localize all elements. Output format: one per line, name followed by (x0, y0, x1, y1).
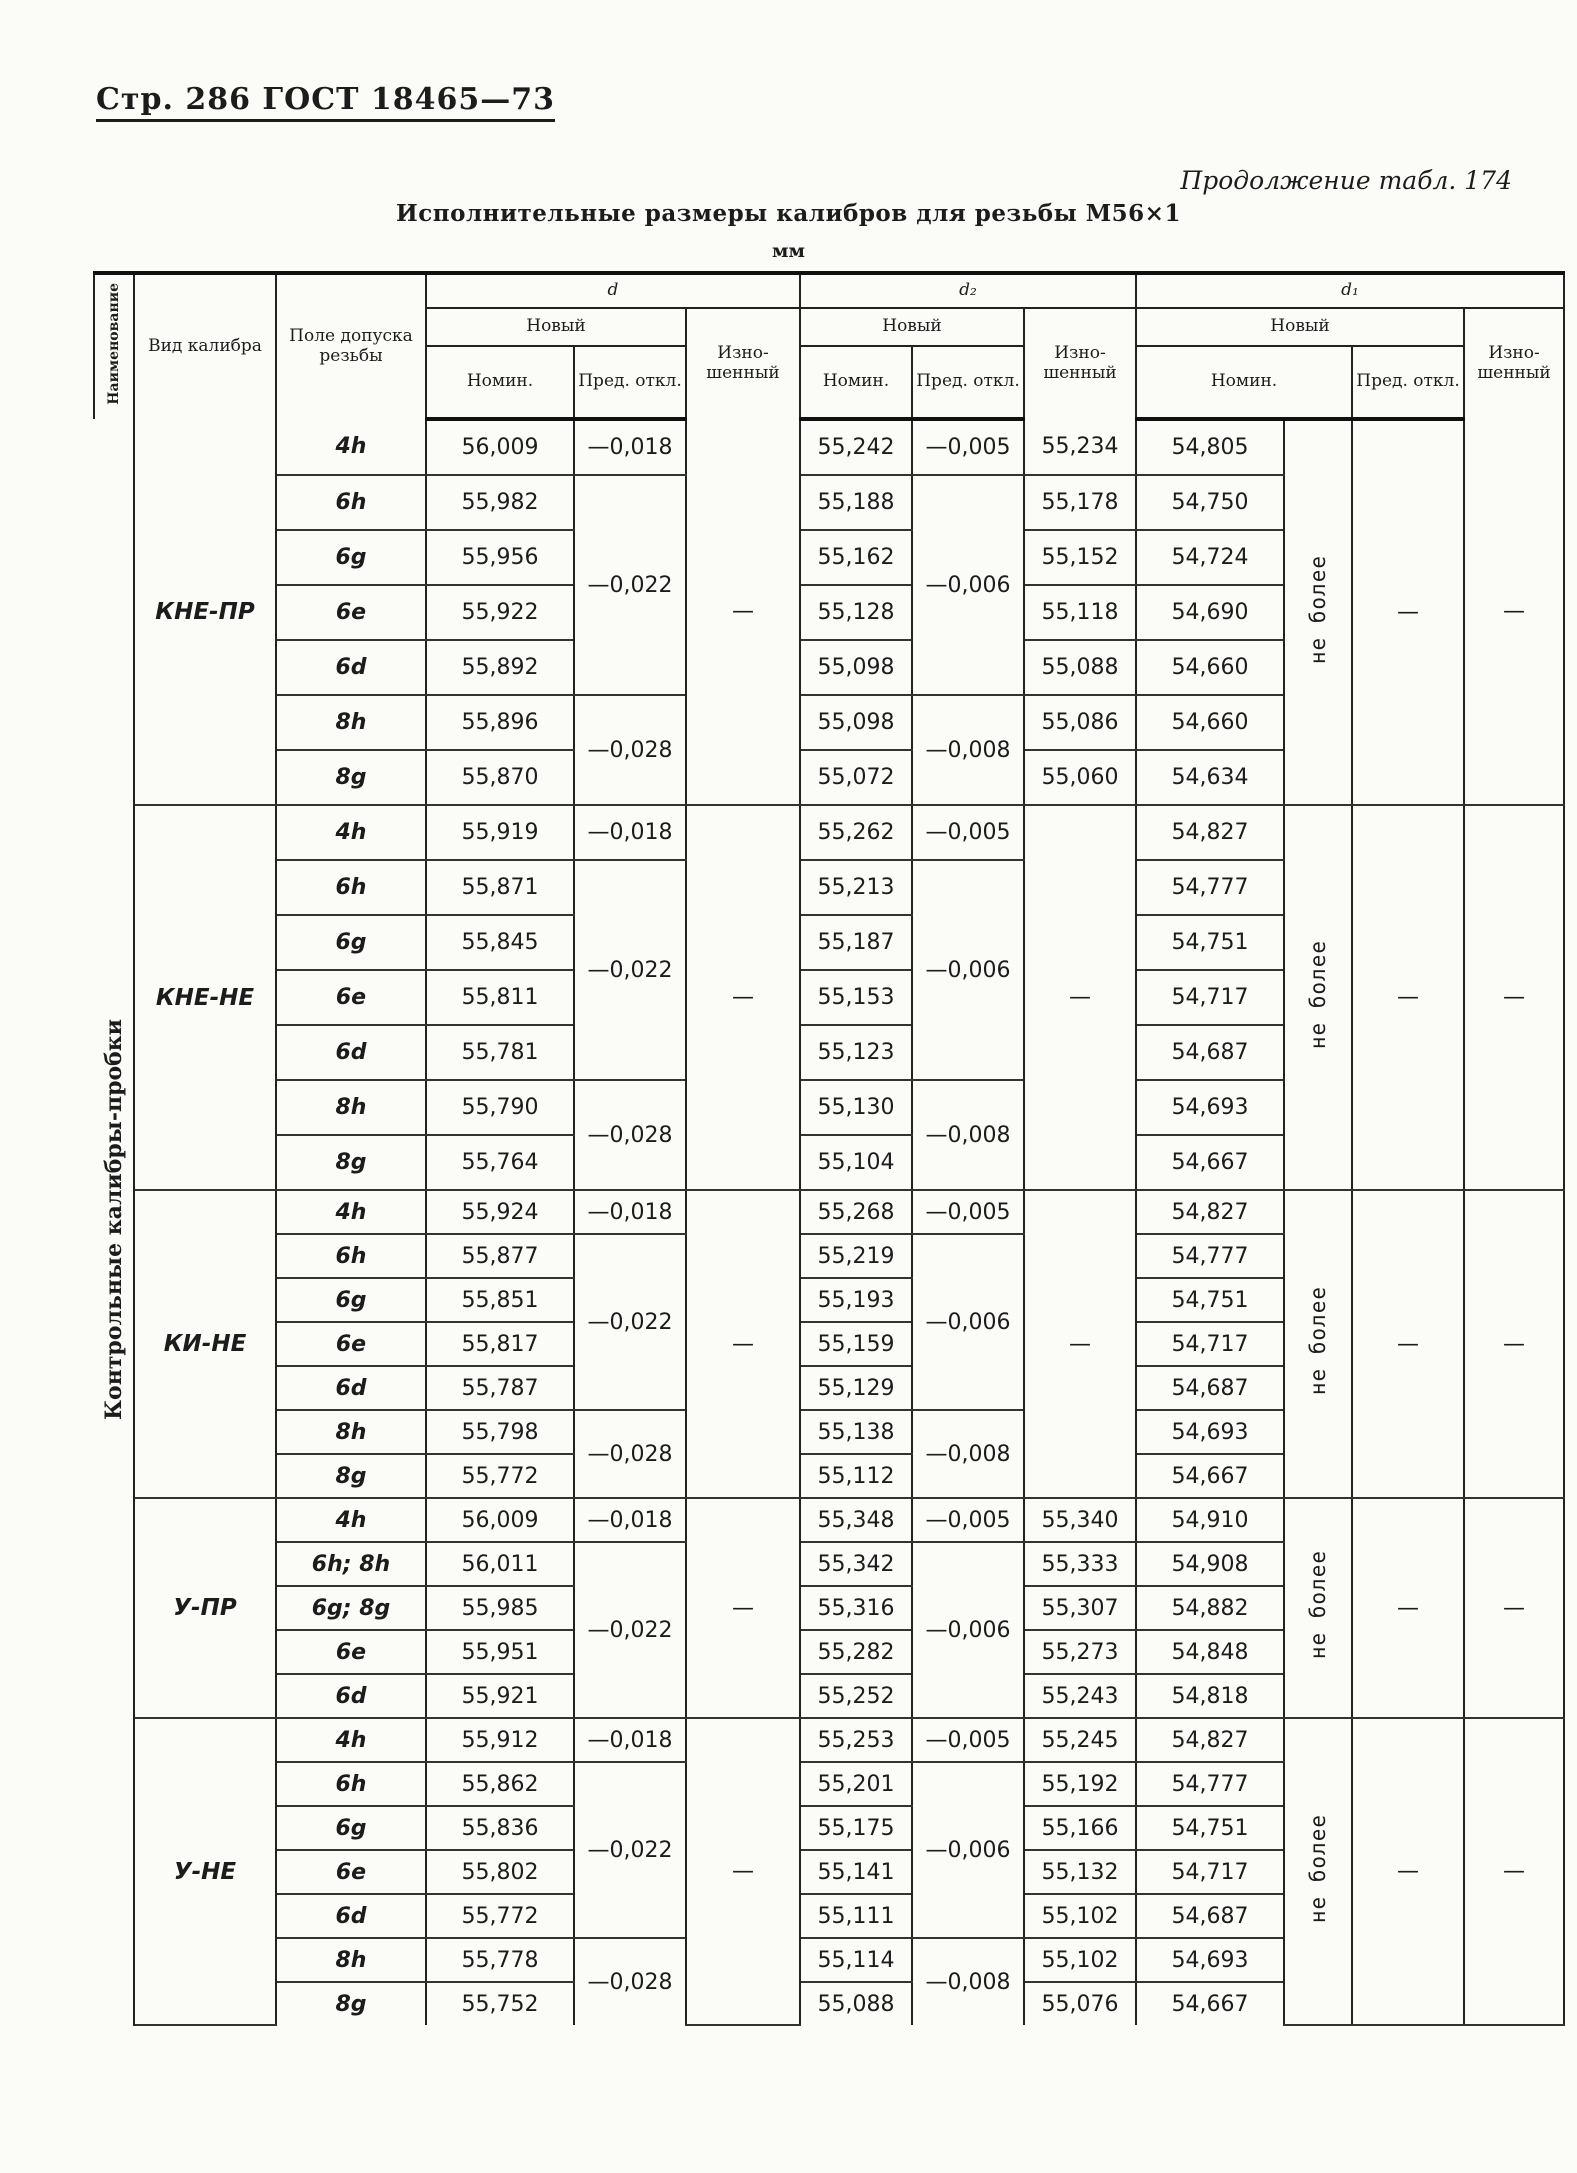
d1-nom-cell: 54,634 (1136, 750, 1284, 805)
d2-nom-cell: 55,201 (800, 1762, 912, 1806)
gauge-u-ne: У-НЕ (134, 1718, 276, 2025)
field-cell: 6d (276, 1025, 426, 1080)
d2-nom-cell: 55,130 (800, 1080, 912, 1135)
d-nom-cell: 56,011 (426, 1542, 574, 1586)
field-cell: 6e (276, 970, 426, 1025)
d2-dev-cell: —0,005 (912, 1718, 1024, 1762)
not-more-label: не более (1284, 1498, 1352, 1718)
field-cell: 6g (276, 915, 426, 970)
d1-nom-cell: 54,693 (1136, 1938, 1284, 1982)
d2-nom-cell: 55,098 (800, 695, 912, 750)
d-dev-cell: —0,022 (574, 1762, 686, 1938)
field-cell: 4h (276, 1190, 426, 1234)
header-d2-dev: Пред. откл. (912, 346, 1024, 419)
d2-dev-cell: —0,008 (912, 695, 1024, 805)
d-dev-cell: —0,018 (574, 1718, 686, 1762)
header-d1-new: Новый (1136, 308, 1464, 346)
d1-nom-cell: 54,848 (1136, 1630, 1284, 1674)
d2-worn-cell: — (1024, 1190, 1136, 1498)
d1-nom-cell: 54,693 (1136, 1410, 1284, 1454)
field-cell: 6g; 8g (276, 1586, 426, 1630)
d2-worn-cell: 55,234 (1024, 419, 1136, 475)
d2-nom-cell: 55,088 (800, 1982, 912, 2025)
not-more-label: не более (1284, 1190, 1352, 1498)
d-dev-cell: —0,022 (574, 475, 686, 695)
table-title: Исполнительные размеры калибров для резьбы М56×1 (396, 200, 1181, 227)
d1-worn-cell: — (1464, 805, 1564, 1190)
d2-nom-cell: 55,193 (800, 1278, 912, 1322)
header-d1-dev: Пред. откл. (1352, 346, 1464, 419)
table-row (94, 1190, 1564, 1234)
gauge-u-pr: У-ПР (134, 1498, 276, 1718)
d2-nom-cell: 55,112 (800, 1454, 912, 1498)
d2-worn-cell: 55,340 (1024, 1498, 1136, 1542)
d2-worn-cell: 55,102 (1024, 1894, 1136, 1938)
field-cell: 6g (276, 1278, 426, 1322)
d1-worn-cell: — (1464, 1718, 1564, 2025)
d-nom-cell: 55,764 (426, 1135, 574, 1190)
d1-nom-cell: 54,910 (1136, 1498, 1284, 1542)
d-nom-cell: 55,951 (426, 1630, 574, 1674)
d1-nom-cell: 54,687 (1136, 1366, 1284, 1410)
header-d-new: Новый (426, 308, 686, 346)
d-nom-cell: 55,870 (426, 750, 574, 805)
d2-nom-cell: 55,153 (800, 970, 912, 1025)
d-nom-cell: 56,009 (426, 419, 574, 475)
d-nom-cell: 55,811 (426, 970, 574, 1025)
header-name: Наименование (94, 273, 134, 419)
d2-nom-cell: 55,138 (800, 1410, 912, 1454)
d1-nom-cell: 54,660 (1136, 640, 1284, 695)
field-cell: 6e (276, 1322, 426, 1366)
field-cell: 8h (276, 695, 426, 750)
d-nom-cell: 55,985 (426, 1586, 574, 1630)
d1-worn-cell: — (1464, 1190, 1564, 1498)
field-cell: 6h (276, 1234, 426, 1278)
d2-nom-cell: 55,104 (800, 1135, 912, 1190)
d-nom-cell: 55,778 (426, 1938, 574, 1982)
d2-nom-cell: 55,213 (800, 860, 912, 915)
field-cell: 6e (276, 1850, 426, 1894)
continuation-label: Продолжение табл. 174 (1180, 166, 1512, 195)
d1-nom-cell: 54,777 (1136, 1234, 1284, 1278)
d1-nom-cell: 54,690 (1136, 585, 1284, 640)
d1-nom-cell: 54,717 (1136, 970, 1284, 1025)
unit-label: мм (771, 240, 805, 262)
d-dev-cell: —0,022 (574, 1542, 686, 1718)
field-cell: 6e (276, 1630, 426, 1674)
d1-dev-cell: — (1352, 419, 1464, 805)
d1-dev-cell: — (1352, 1190, 1464, 1498)
d1-nom-cell: 54,827 (1136, 805, 1284, 860)
d-worn-cell: — (686, 1718, 800, 2025)
d2-nom-cell: 55,188 (800, 475, 912, 530)
field-cell: 6h (276, 1762, 426, 1806)
field-cell: 6d (276, 1674, 426, 1718)
d1-nom-cell: 54,717 (1136, 1850, 1284, 1894)
gauge-ki-ne: КИ-НЕ (134, 1190, 276, 1498)
d2-worn-cell: 55,307 (1024, 1586, 1136, 1630)
d1-nom-cell: 54,750 (1136, 475, 1284, 530)
d-dev-cell: —0,028 (574, 1938, 686, 2025)
d2-dev-cell: —0,008 (912, 1080, 1024, 1190)
d2-nom-cell: 55,128 (800, 585, 912, 640)
d2-nom-cell: 55,252 (800, 1674, 912, 1718)
d2-nom-cell: 55,141 (800, 1850, 912, 1894)
field-cell: 6h (276, 860, 426, 915)
field-cell: 4h (276, 805, 426, 860)
d1-nom-cell: 54,777 (1136, 860, 1284, 915)
d2-dev-cell: —0,005 (912, 419, 1024, 475)
d2-nom-cell: 55,098 (800, 640, 912, 695)
d-nom-cell: 55,781 (426, 1025, 574, 1080)
d1-nom-cell: 54,667 (1136, 1454, 1284, 1498)
d-nom-cell: 55,919 (426, 805, 574, 860)
d2-worn-cell: 55,076 (1024, 1982, 1136, 2025)
d2-worn-cell: 55,118 (1024, 585, 1136, 640)
d-nom-cell: 55,798 (426, 1410, 574, 1454)
header-gauge-type: Вид калибра (134, 273, 276, 419)
d2-worn-cell: 55,178 (1024, 475, 1136, 530)
d-nom-cell: 55,845 (426, 915, 574, 970)
d2-worn-cell: 55,086 (1024, 695, 1136, 750)
header-d2: d₂ (800, 273, 1136, 308)
d1-nom-cell: 54,687 (1136, 1025, 1284, 1080)
d2-worn-cell: 55,245 (1024, 1718, 1136, 1762)
d-nom-cell: 55,896 (426, 695, 574, 750)
d1-nom-cell: 54,751 (1136, 1806, 1284, 1850)
d1-nom-cell: 54,827 (1136, 1190, 1284, 1234)
d1-nom-cell: 54,805 (1136, 419, 1284, 475)
not-more-label: не более (1284, 805, 1352, 1190)
d2-worn-cell: 55,152 (1024, 530, 1136, 585)
d-worn-cell: — (686, 1498, 800, 1718)
table-row (94, 419, 1564, 475)
d1-worn-cell: — (1464, 1498, 1564, 1718)
header-d-worn: Изно-шенный (686, 308, 800, 419)
d1-nom-cell: 54,827 (1136, 1718, 1284, 1762)
d-nom-cell: 55,802 (426, 1850, 574, 1894)
d2-dev-cell: —0,006 (912, 1234, 1024, 1410)
field-cell: 8h (276, 1410, 426, 1454)
page-header: Стр. 286 ГОСТ 18465—73 (96, 82, 555, 122)
d-nom-cell: 55,912 (426, 1718, 574, 1762)
d2-nom-cell: 55,268 (800, 1190, 912, 1234)
d-nom-cell: 55,752 (426, 1982, 574, 2025)
header-d2-nom: Номин. (800, 346, 912, 419)
d2-dev-cell: —0,006 (912, 1762, 1024, 1938)
d-nom-cell: 55,862 (426, 1762, 574, 1806)
d2-dev-cell: —0,005 (912, 805, 1024, 860)
d1-nom-cell: 54,751 (1136, 1278, 1284, 1322)
d2-dev-cell: —0,006 (912, 1542, 1024, 1718)
d2-nom-cell: 55,262 (800, 805, 912, 860)
field-cell: 6h (276, 475, 426, 530)
d1-nom-cell: 54,693 (1136, 1080, 1284, 1135)
d-nom-cell: 55,877 (426, 1234, 574, 1278)
gauge-kne-ne: КНЕ-НЕ (134, 805, 276, 1190)
d2-worn-cell: 55,333 (1024, 1542, 1136, 1586)
table-body (94, 419, 1564, 2025)
d2-nom-cell: 55,114 (800, 1938, 912, 1982)
gauge-dimensions-table (93, 271, 1565, 2026)
field-cell: 4h (276, 1718, 426, 1762)
d2-nom-cell: 55,072 (800, 750, 912, 805)
d1-nom-cell: 54,687 (1136, 1894, 1284, 1938)
table-row (94, 1718, 1564, 1762)
header-d2-new: Новый (800, 308, 1024, 346)
d2-dev-cell: —0,005 (912, 1498, 1024, 1542)
d2-worn-cell: 55,243 (1024, 1674, 1136, 1718)
d2-nom-cell: 55,253 (800, 1718, 912, 1762)
d1-nom-cell: 54,667 (1136, 1982, 1284, 2025)
d-nom-cell: 55,787 (426, 1366, 574, 1410)
d1-nom-cell: 54,717 (1136, 1322, 1284, 1366)
d2-nom-cell: 55,111 (800, 1894, 912, 1938)
d-nom-cell: 55,772 (426, 1454, 574, 1498)
not-more-label: не более (1284, 1718, 1352, 2025)
d-nom-cell: 55,922 (426, 585, 574, 640)
d2-worn-cell: — (1024, 805, 1136, 1190)
d1-nom-cell: 54,908 (1136, 1542, 1284, 1586)
d2-worn-cell: 55,132 (1024, 1850, 1136, 1894)
d2-nom-cell: 55,316 (800, 1586, 912, 1630)
field-cell: 8g (276, 1982, 426, 2025)
d-nom-cell: 55,772 (426, 1894, 574, 1938)
d1-nom-cell: 54,751 (1136, 915, 1284, 970)
field-cell: 8g (276, 750, 426, 805)
d2-nom-cell: 55,175 (800, 1806, 912, 1850)
d1-worn-cell: — (1464, 419, 1564, 805)
d-nom-cell: 55,924 (426, 1190, 574, 1234)
field-cell: 6g (276, 530, 426, 585)
not-more-label: не более (1284, 419, 1352, 805)
d2-nom-cell: 55,129 (800, 1366, 912, 1410)
d1-dev-cell: — (1352, 1718, 1464, 2025)
d2-dev-cell: —0,008 (912, 1938, 1024, 2025)
d-nom-cell: 55,790 (426, 1080, 574, 1135)
d-worn-cell: — (686, 419, 800, 805)
d-nom-cell: 55,871 (426, 860, 574, 915)
d2-worn-cell: 55,102 (1024, 1938, 1136, 1982)
d-dev-cell: —0,018 (574, 1190, 686, 1234)
d1-nom-cell: 54,660 (1136, 695, 1284, 750)
d1-nom-cell: 54,777 (1136, 1762, 1284, 1806)
d-nom-cell: 55,817 (426, 1322, 574, 1366)
d1-dev-cell: — (1352, 1498, 1464, 1718)
field-cell: 6e (276, 585, 426, 640)
d2-nom-cell: 55,159 (800, 1322, 912, 1366)
header-d: d (426, 273, 800, 308)
field-cell: 4h (276, 1498, 426, 1542)
d-nom-cell: 55,921 (426, 1674, 574, 1718)
gauge-kne-pr: КНЕ-ПР (134, 419, 276, 805)
field-cell: 6g (276, 1806, 426, 1850)
d-dev-cell: —0,028 (574, 1080, 686, 1190)
header-d-dev: Пред. откл. (574, 346, 686, 419)
d2-dev-cell: —0,006 (912, 475, 1024, 695)
d-nom-cell: 55,956 (426, 530, 574, 585)
d2-worn-cell: 55,192 (1024, 1762, 1136, 1806)
d-dev-cell: —0,028 (574, 695, 686, 805)
header-d-nom: Номин. (426, 346, 574, 419)
d-nom-cell: 55,982 (426, 475, 574, 530)
d2-nom-cell: 55,348 (800, 1498, 912, 1542)
d2-nom-cell: 55,242 (800, 419, 912, 475)
d2-nom-cell: 55,162 (800, 530, 912, 585)
d1-nom-cell: 54,667 (1136, 1135, 1284, 1190)
d2-nom-cell: 55,187 (800, 915, 912, 970)
d-worn-cell: — (686, 1190, 800, 1498)
row-group-name: Контрольные калибры-пробки (94, 419, 134, 2025)
field-cell: 8h (276, 1080, 426, 1135)
d-dev-cell: —0,018 (574, 805, 686, 860)
d-dev-cell: —0,022 (574, 860, 686, 1080)
table-row (94, 805, 1564, 860)
header-d1-worn: Изно-шенный (1464, 308, 1564, 419)
field-cell: 4h (276, 419, 426, 475)
d2-worn-cell: 55,088 (1024, 640, 1136, 695)
d-dev-cell: —0,018 (574, 1498, 686, 1542)
header-d1: d₁ (1136, 273, 1564, 308)
d-nom-cell: 56,009 (426, 1498, 574, 1542)
field-cell: 8g (276, 1454, 426, 1498)
field-cell: 8g (276, 1135, 426, 1190)
d1-nom-cell: 54,724 (1136, 530, 1284, 585)
d2-dev-cell: —0,008 (912, 1410, 1024, 1498)
table-row (94, 1498, 1564, 1542)
d2-nom-cell: 55,123 (800, 1025, 912, 1080)
d-nom-cell: 55,836 (426, 1806, 574, 1850)
field-cell: 6d (276, 640, 426, 695)
d2-worn-cell: 55,060 (1024, 750, 1136, 805)
d2-dev-cell: —0,005 (912, 1190, 1024, 1234)
field-cell: 6d (276, 1366, 426, 1410)
header-d1-nom: Номин. (1136, 346, 1352, 419)
d1-dev-cell: — (1352, 805, 1464, 1190)
field-cell: 8h (276, 1938, 426, 1982)
d-dev-cell: —0,018 (574, 419, 686, 475)
d2-worn-cell: 55,273 (1024, 1630, 1136, 1674)
d1-nom-cell: 54,882 (1136, 1586, 1284, 1630)
d2-worn-cell: 55,166 (1024, 1806, 1136, 1850)
d1-nom-cell: 54,818 (1136, 1674, 1284, 1718)
d2-nom-cell: 55,342 (800, 1542, 912, 1586)
d2-nom-cell: 55,219 (800, 1234, 912, 1278)
header-d2-worn: Изно-шенный (1024, 308, 1136, 419)
d-nom-cell: 55,851 (426, 1278, 574, 1322)
field-cell: 6h; 8h (276, 1542, 426, 1586)
header-tolerance-field: Поле допуска резьбы (276, 273, 426, 419)
field-cell: 6d (276, 1894, 426, 1938)
d-dev-cell: —0,022 (574, 1234, 686, 1410)
d2-nom-cell: 55,282 (800, 1630, 912, 1674)
d-nom-cell: 55,892 (426, 640, 574, 695)
d-worn-cell: — (686, 805, 800, 1190)
d2-dev-cell: —0,006 (912, 860, 1024, 1080)
d-dev-cell: —0,028 (574, 1410, 686, 1498)
